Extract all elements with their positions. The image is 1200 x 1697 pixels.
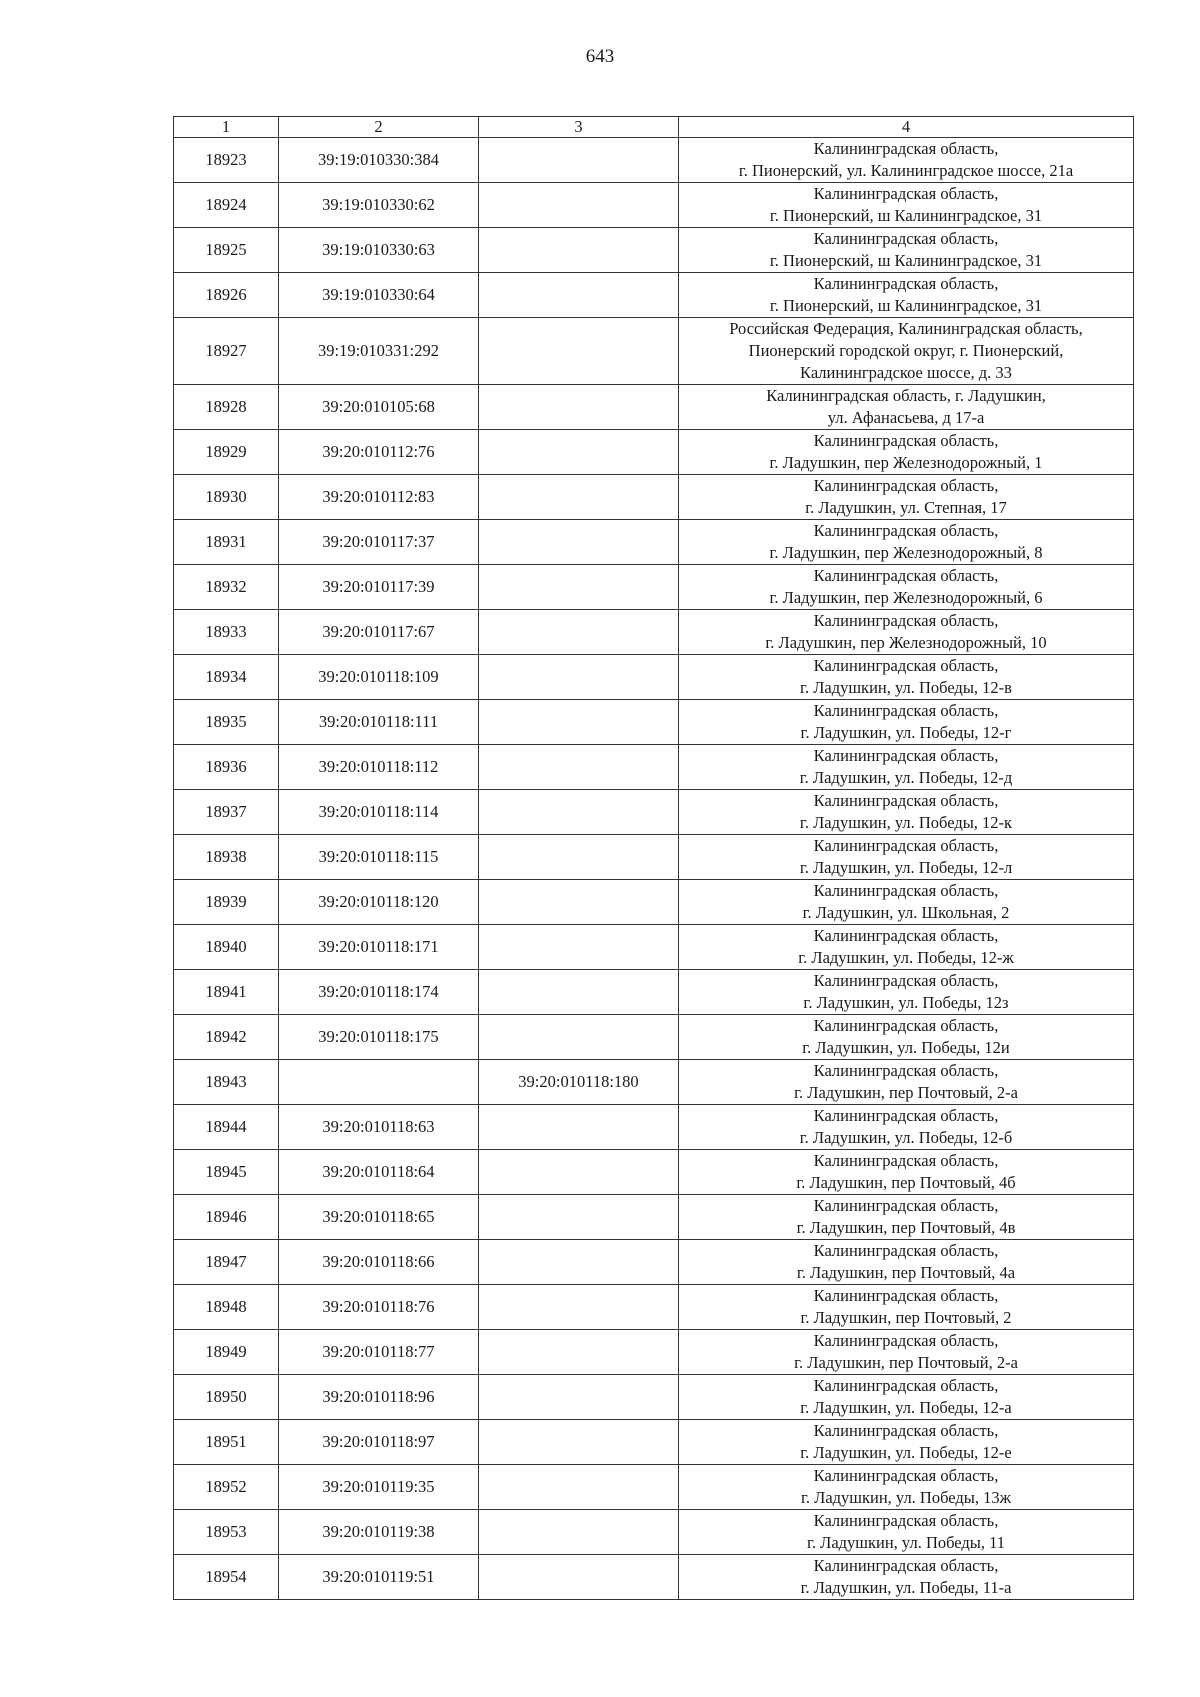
table-row [174, 273, 1134, 318]
address-line: г. Ладушкин, ул. Победы, 11-а [800, 1578, 1012, 1597]
address-line: г. Ладушкин, пер Почтовый, 2-а [794, 1083, 1018, 1102]
table-row [174, 1555, 1134, 1600]
table-row [174, 183, 1134, 228]
row-number: 18937 [174, 790, 279, 835]
row-number: 18933 [174, 610, 279, 655]
address-line: г. Ладушкин, ул. Победы, 12и [802, 1038, 1010, 1057]
related-cadastral-number [479, 475, 679, 520]
cadastral-number [279, 1060, 479, 1105]
address-cell [679, 1060, 1134, 1105]
address-line: Калининградская область, [813, 1466, 999, 1485]
row-number: 18938 [174, 835, 279, 880]
cadastral-number: 39:20:010118:112 [279, 745, 479, 790]
cadastral-number: 39:20:010118:109 [279, 655, 479, 700]
address-cell [679, 655, 1134, 700]
address-line: Калининградская область, [813, 701, 999, 720]
address-line: Калининградская область, [813, 566, 999, 585]
table-row [174, 655, 1134, 700]
related-cadastral-number [479, 835, 679, 880]
row-number: 18934 [174, 655, 279, 700]
related-cadastral-number [479, 138, 679, 183]
row-number: 18928 [174, 385, 279, 430]
row-number: 18924 [174, 183, 279, 228]
address-cell [679, 318, 1134, 385]
address-cell [679, 1420, 1134, 1465]
related-cadastral-number [479, 1105, 679, 1150]
table-row [174, 1465, 1134, 1510]
cadastral-number: 39:20:010118:77 [279, 1330, 479, 1375]
cadastral-number: 39:20:010119:51 [279, 1555, 479, 1600]
table-row [174, 1195, 1134, 1240]
address-cell [679, 183, 1134, 228]
row-number: 18939 [174, 880, 279, 925]
cadastral-number: 39:19:010330:62 [279, 183, 479, 228]
table-row [174, 1015, 1134, 1060]
row-number: 18925 [174, 228, 279, 273]
address-line: Калининградская область, [813, 746, 999, 765]
address-line: Калининградская область, [813, 1421, 999, 1440]
address-line: г. Ладушкин, ул. Победы, 12-ж [798, 948, 1014, 967]
address-line: г. Ладушкин, ул. Победы, 11 [806, 1533, 1006, 1552]
related-cadastral-number [479, 520, 679, 565]
address-line: Калининградская область, [813, 274, 999, 293]
address-line: г. Ладушкин, ул. Победы, 12-г [800, 723, 1012, 742]
column-header-4: 4 [679, 117, 1134, 138]
address-line: г. Ладушкин, ул. Степная, 17 [805, 498, 1007, 517]
address-cell [679, 1285, 1134, 1330]
row-number: 18926 [174, 273, 279, 318]
address-line: Калининградская область, [813, 791, 999, 810]
address-cell [679, 1330, 1134, 1375]
table-body [174, 138, 1134, 1600]
address-cell [679, 385, 1134, 430]
address-line: Калининградская область, [813, 229, 999, 248]
row-number: 18946 [174, 1195, 279, 1240]
table-row [174, 700, 1134, 745]
table-row [174, 318, 1134, 385]
cadastral-number: 39:20:010118:120 [279, 880, 479, 925]
row-number: 18951 [174, 1420, 279, 1465]
address-line: г. Пионерский, ул. Калининградское шоссе, 21а [738, 161, 1074, 180]
table-row [174, 1150, 1134, 1195]
row-number: 18944 [174, 1105, 279, 1150]
cadastral-number: 39:20:010118:114 [279, 790, 479, 835]
row-number: 18940 [174, 925, 279, 970]
table-row [174, 565, 1134, 610]
address-line: г. Пионерский, ш Калининградское, 31 [769, 251, 1043, 270]
address-line: Калининградская область, [813, 1151, 999, 1170]
related-cadastral-number [479, 970, 679, 1015]
related-cadastral-number [479, 318, 679, 385]
address-cell [679, 475, 1134, 520]
cadastral-number: 39:20:010112:76 [279, 430, 479, 475]
related-cadastral-number [479, 1420, 679, 1465]
address-cell [679, 790, 1134, 835]
address-line: г. Ладушкин, пер Железнодорожный, 6 [769, 588, 1043, 607]
address-cell [679, 1240, 1134, 1285]
table-row [174, 1330, 1134, 1375]
address-line: Калининградская область, [813, 881, 999, 900]
address-line: Калининградская область, [813, 431, 999, 450]
cadastral-number: 39:20:010117:39 [279, 565, 479, 610]
address-cell [679, 1510, 1134, 1555]
address-cell [679, 1105, 1134, 1150]
related-cadastral-number [479, 183, 679, 228]
address-line: Калининградская область, [813, 1331, 999, 1350]
cadastral-number: 39:20:010119:35 [279, 1465, 479, 1510]
table-row [174, 1285, 1134, 1330]
row-number: 18949 [174, 1330, 279, 1375]
row-number: 18923 [174, 138, 279, 183]
related-cadastral-number [479, 1375, 679, 1420]
row-number: 18947 [174, 1240, 279, 1285]
cadastral-number: 39:20:010117:37 [279, 520, 479, 565]
table-row [174, 1105, 1134, 1150]
address-cell [679, 700, 1134, 745]
related-cadastral-number [479, 1240, 679, 1285]
cadastral-number: 39:20:010118:175 [279, 1015, 479, 1060]
address-line: Калининградская область, [813, 1286, 999, 1305]
related-cadastral-number [479, 700, 679, 745]
table-row [174, 970, 1134, 1015]
address-line: Калининградское шоссе, д. 33 [800, 363, 1012, 382]
cadastral-number: 39:20:010118:76 [279, 1285, 479, 1330]
address-cell [679, 520, 1134, 565]
address-line: г. Пионерский, ш Калининградское, 31 [769, 206, 1043, 225]
row-number: 18931 [174, 520, 279, 565]
table-row [174, 228, 1134, 273]
address-line: Калининградская область, [813, 1556, 999, 1575]
cadastral-number: 39:20:010118:64 [279, 1150, 479, 1195]
address-line: Калининградская область, [813, 139, 999, 158]
row-number: 18927 [174, 318, 279, 385]
address-line: Калининградская область, [813, 1016, 999, 1035]
related-cadastral-number [479, 228, 679, 273]
related-cadastral-number [479, 430, 679, 475]
address-line: г. Ладушкин, ул. Победы, 12-к [799, 813, 1013, 832]
address-cell [679, 970, 1134, 1015]
table-row [174, 1420, 1134, 1465]
address-line: Калининградская область, [813, 1241, 999, 1260]
table-row [174, 880, 1134, 925]
cadastral-number: 39:19:010331:292 [279, 318, 479, 385]
related-cadastral-number [479, 273, 679, 318]
related-cadastral-number [479, 1510, 679, 1555]
cadastral-number: 39:20:010119:38 [279, 1510, 479, 1555]
related-cadastral-number [479, 880, 679, 925]
related-cadastral-number [479, 1015, 679, 1060]
address-line: г. Ладушкин, пер Железнодорожный, 8 [769, 543, 1043, 562]
cadastral-number: 39:19:010330:64 [279, 273, 479, 318]
cadastral-number: 39:20:010112:83 [279, 475, 479, 520]
table-row [174, 1375, 1134, 1420]
address-cell [679, 610, 1134, 655]
row-number: 18936 [174, 745, 279, 790]
address-line: Калининградская область, [813, 1511, 999, 1530]
table-row [174, 925, 1134, 970]
address-cell [679, 565, 1134, 610]
table-row [174, 835, 1134, 880]
cadastral-number: 39:20:010117:67 [279, 610, 479, 655]
address-cell [679, 745, 1134, 790]
related-cadastral-number [479, 1150, 679, 1195]
table-row [174, 1510, 1134, 1555]
address-line: Калининградская область, [813, 476, 999, 495]
address-line: г. Ладушкин, ул. Победы, 12-в [800, 678, 1012, 697]
row-number: 18932 [174, 565, 279, 610]
address-line: г. Ладушкин, пер Железнодорожный, 10 [765, 633, 1047, 652]
address-line: Калининградская область, [813, 184, 999, 203]
address-cell [679, 1555, 1134, 1600]
address-line: г. Ладушкин, пер Почтовый, 4в [796, 1218, 1016, 1237]
address-line: г. Ладушкин, ул. Победы, 13ж [800, 1488, 1012, 1507]
row-number: 18930 [174, 475, 279, 520]
cadastral-number: 39:20:010118:96 [279, 1375, 479, 1420]
table-header [174, 117, 1134, 138]
address-cell [679, 1465, 1134, 1510]
cadastral-number: 39:20:010118:66 [279, 1240, 479, 1285]
table-row [174, 1060, 1134, 1105]
address-cell [679, 880, 1134, 925]
row-number: 18954 [174, 1555, 279, 1600]
row-number: 18952 [174, 1465, 279, 1510]
row-number: 18945 [174, 1150, 279, 1195]
address-line: г. Ладушкин, ул. Победы, 12-б [799, 1128, 1013, 1147]
address-cell [679, 1375, 1134, 1420]
address-line: г. Ладушкин, пер Почтовый, 2 [800, 1308, 1012, 1327]
address-cell [679, 1195, 1134, 1240]
address-cell [679, 835, 1134, 880]
row-number: 18953 [174, 1510, 279, 1555]
registry-table [173, 116, 1134, 1600]
cadastral-number: 39:20:010118:97 [279, 1420, 479, 1465]
related-cadastral-number [479, 790, 679, 835]
cadastral-number: 39:20:010118:65 [279, 1195, 479, 1240]
address-cell [679, 1015, 1134, 1060]
cadastral-number: 39:20:010118:115 [279, 835, 479, 880]
address-line: г. Ладушкин, ул. Победы, 12-д [799, 768, 1013, 787]
column-header-2: 2 [279, 117, 479, 138]
address-line: Пионерский городской округ, г. Пионерский, [748, 341, 1064, 360]
related-cadastral-number [479, 610, 679, 655]
address-cell [679, 228, 1134, 273]
row-number: 18941 [174, 970, 279, 1015]
cadastral-number: 39:20:010118:111 [279, 700, 479, 745]
address-line: г. Ладушкин, пер Почтовый, 4а [796, 1263, 1016, 1282]
address-line: Калининградская область, [813, 836, 999, 855]
row-number: 18943 [174, 1060, 279, 1105]
table-row [174, 138, 1134, 183]
related-cadastral-number [479, 1465, 679, 1510]
related-cadastral-number [479, 655, 679, 700]
address-line: г. Ладушкин, ул. Победы, 12-л [799, 858, 1013, 877]
address-cell [679, 273, 1134, 318]
address-line: Калининградская область, [813, 1196, 999, 1215]
table-row [174, 520, 1134, 565]
table-row [174, 430, 1134, 475]
related-cadastral-number [479, 1195, 679, 1240]
address-line: Калининградская область, [813, 656, 999, 675]
address-line: г. Ладушкин, ул. Победы, 12-а [800, 1398, 1012, 1417]
address-line: г. Ладушкин, ул. Победы, 12з [803, 993, 1009, 1012]
table-row [174, 610, 1134, 655]
address-line: Калининградская область, [813, 521, 999, 540]
address-line: г. Ладушкин, пер Железнодорожный, 1 [769, 453, 1043, 472]
table-row [174, 385, 1134, 430]
address-line: г. Ладушкин, пер Почтовый, 4б [796, 1173, 1016, 1192]
row-number: 18950 [174, 1375, 279, 1420]
row-number: 18935 [174, 700, 279, 745]
related-cadastral-number [479, 1285, 679, 1330]
address-line: Калининградская область, [813, 1061, 999, 1080]
row-number: 18929 [174, 430, 279, 475]
address-cell [679, 925, 1134, 970]
cadastral-number: 39:19:010330:384 [279, 138, 479, 183]
page-number: 643 [585, 46, 615, 67]
address-cell [679, 138, 1134, 183]
related-cadastral-number [479, 745, 679, 790]
address-line: г. Ладушкин, ул. Победы, 12-е [800, 1443, 1012, 1462]
address-line: Калининградская область, [813, 926, 999, 945]
cadastral-number: 39:20:010118:171 [279, 925, 479, 970]
address-line: ул. Афанасьева, д 17-а [827, 408, 985, 427]
address-line: Калининградская область, [813, 971, 999, 990]
row-number: 18942 [174, 1015, 279, 1060]
cadastral-number: 39:20:010118:63 [279, 1105, 479, 1150]
cadastral-number: 39:20:010105:68 [279, 385, 479, 430]
table-row [174, 790, 1134, 835]
address-cell [679, 430, 1134, 475]
table-row [174, 475, 1134, 520]
table-row [174, 1240, 1134, 1285]
address-cell [679, 1150, 1134, 1195]
column-header-3: 3 [479, 117, 679, 138]
related-cadastral-number [479, 925, 679, 970]
cadastral-number: 39:19:010330:63 [279, 228, 479, 273]
row-number: 18948 [174, 1285, 279, 1330]
address-line: г. Пионерский, ш Калининградское, 31 [769, 296, 1043, 315]
address-line: Калининградская область, [813, 611, 999, 630]
related-cadastral-number: 39:20:010118:180 [479, 1060, 679, 1105]
cadastral-number: 39:20:010118:174 [279, 970, 479, 1015]
address-line: г. Ладушкин, пер Почтовый, 2-а [794, 1353, 1018, 1372]
table-row [174, 745, 1134, 790]
related-cadastral-number [479, 1330, 679, 1375]
address-line: Калининградская область, [813, 1106, 999, 1125]
address-line: Российская Федерация, Калининградская область, [729, 319, 1083, 338]
related-cadastral-number [479, 1555, 679, 1600]
related-cadastral-number [479, 565, 679, 610]
related-cadastral-number [479, 385, 679, 430]
address-line: г. Ладушкин, ул. Школьная, 2 [802, 903, 1010, 922]
address-line: Калининградская область, [813, 1376, 999, 1395]
column-header-1: 1 [174, 117, 279, 138]
address-line: Калининградская область, г. Ладушкин, [766, 386, 1046, 405]
header-row [174, 117, 1134, 138]
